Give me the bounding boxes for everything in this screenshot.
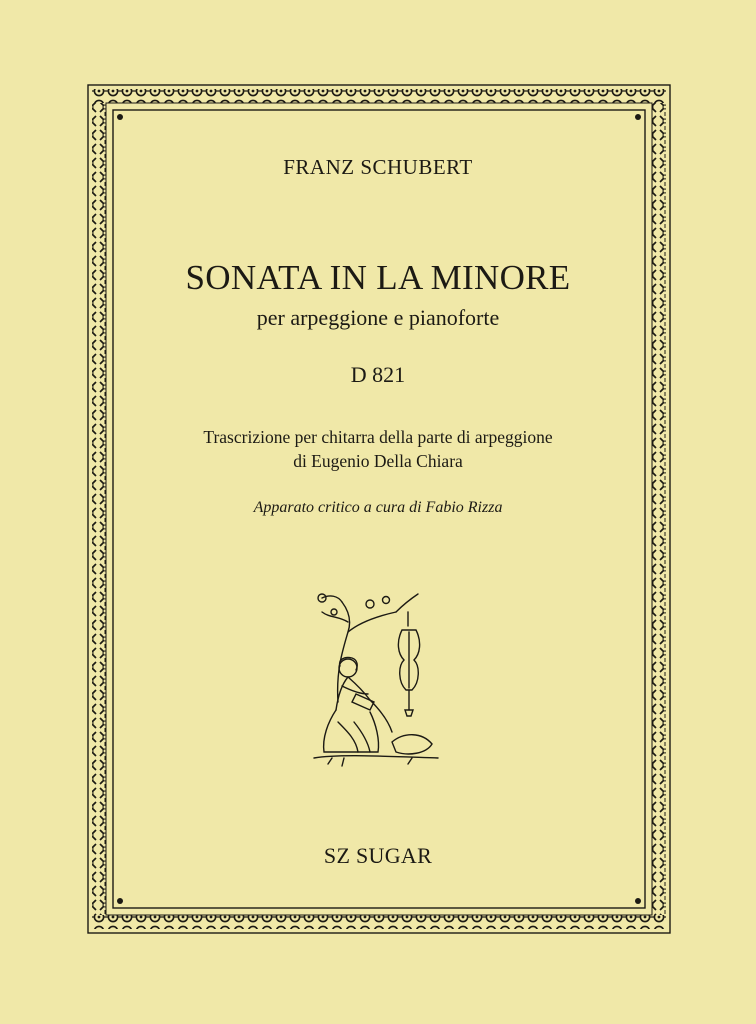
critical-apparatus-credit: Apparato critico a cura di Fabio Rizza [253, 499, 503, 516]
work-title: SONATA IN LA MINORE [185, 258, 571, 297]
transcription-line-1: Trascrizione per chitarra della parte di arpeggione [203, 427, 553, 447]
transcription-line-2: di Eugenio Della Chiara [293, 451, 463, 471]
composer-name: FRANZ SCHUBERT [283, 155, 473, 179]
work-subtitle: per arpeggione e pianoforte [256, 305, 500, 330]
publisher-name: SZ SUGAR [323, 843, 433, 868]
catalog-number: D 821 [350, 362, 406, 387]
musician-illustration [308, 582, 448, 782]
